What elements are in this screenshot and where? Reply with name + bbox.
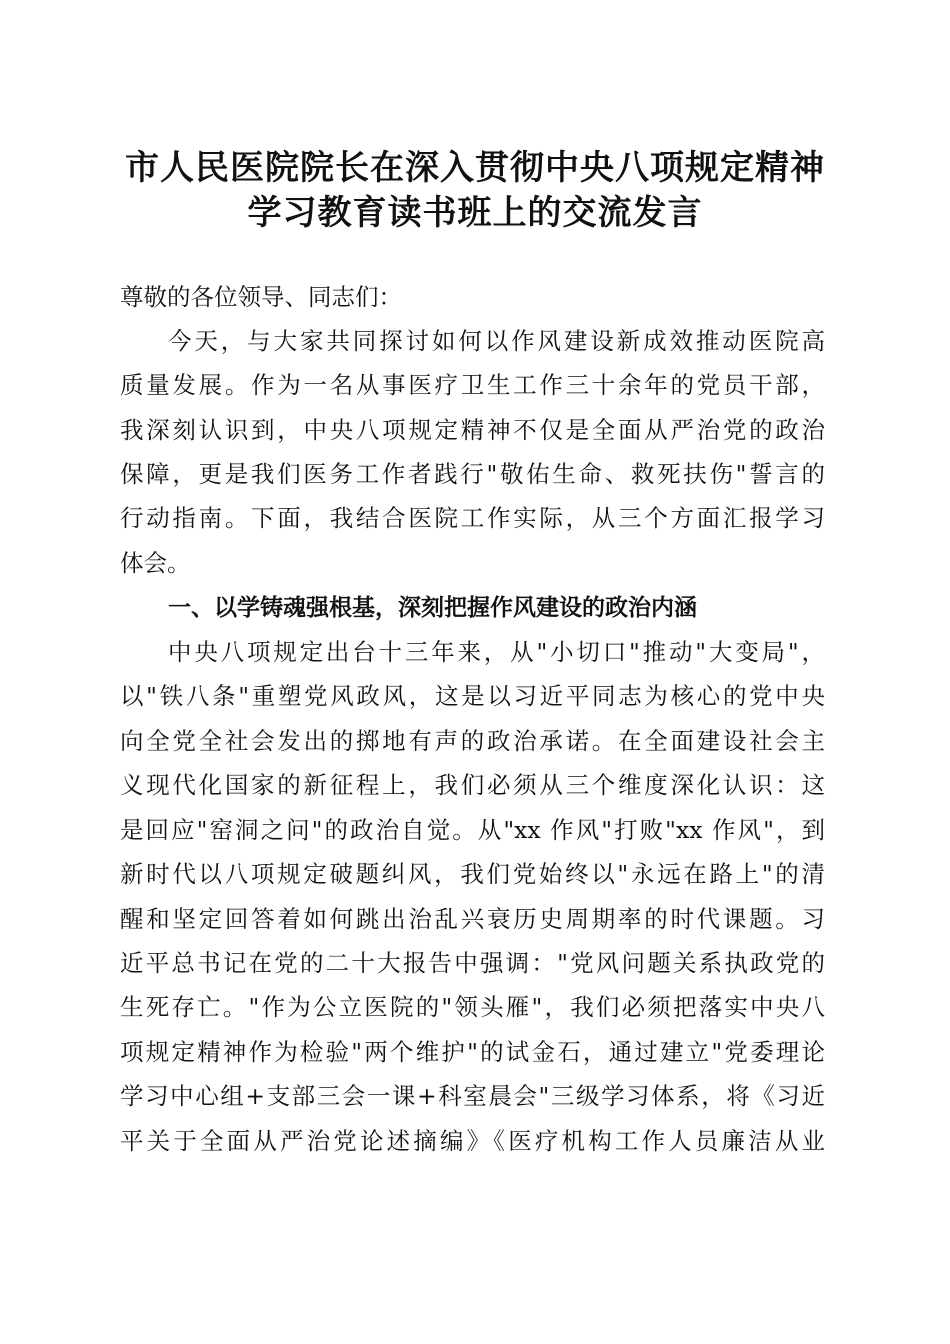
body-line: 以"铁八条"重塑党风政风，这是以习近平同志为核心的党中央 xyxy=(120,682,825,710)
body-line: 新时代以八项规定破题纠风，我们党始终以"永远在路上"的清 xyxy=(120,860,825,888)
body-line: 项规定精神作为检验"两个维护"的试金石，通过建立"党委理论 xyxy=(120,1038,825,1066)
document-title-line-2: 学习教育读书班上的交流发言 xyxy=(247,193,703,233)
body-line: 生死存亡。"作为公立医院的"领头雁"，我们必须把落实中央八 xyxy=(120,993,825,1021)
intro-line: 我深刻认识到，中央八项规定精神不仅是全面从严治党的政治 xyxy=(120,416,825,444)
intro-line: 今天，与大家共同探讨如何以作风建设新成效推动医院高 xyxy=(168,327,825,355)
intro-line: 体会。 xyxy=(120,549,191,577)
intro-line: 质量发展。作为一名从事医疗卫生工作三十余年的党员干部， xyxy=(120,371,825,399)
body-line: 近平总书记在党的二十大报告中强调："党风问题关系执政党的 xyxy=(120,949,825,977)
intro-line: 保障，更是我们医务工作者践行"敬佑生命、救死扶伤"誓言的 xyxy=(120,460,825,488)
intro-line: 行动指南。下面，我结合医院工作实际，从三个方面汇报学习 xyxy=(120,504,825,532)
body-line: 是回应"窑洞之问"的政治自觉。从"xx 作风"打败"xx 作风"，到 xyxy=(120,816,825,844)
body-line: 中央八项规定出台十三年来，从"小切口"推动"大变局"， xyxy=(168,638,825,666)
section-heading: 一、以学铸魂强根基，深刻把握作风建设的政治内涵 xyxy=(168,595,697,621)
body-line: 学习中心组+支部三会一课+科室晨会"三级学习体系，将《习近 xyxy=(120,1082,825,1110)
body-line: 醒和坚定回答着如何跳出治乱兴衰历史周期率的时代课题。习 xyxy=(120,905,825,933)
body-line: 义现代化国家的新征程上，我们必须从三个维度深化认识：这 xyxy=(120,771,825,799)
salutation: 尊敬的各位领导、同志们： xyxy=(120,283,402,311)
body-line: 平关于全面从严治党论述摘编》《医疗机构工作人员廉洁从业 xyxy=(120,1127,825,1155)
document-title-line-1: 市人民医院院长在深入贯彻中央八项规定精神 xyxy=(125,148,825,188)
body-line: 向全党全社会发出的掷地有声的政治承诺。在全面建设社会主 xyxy=(120,727,825,755)
